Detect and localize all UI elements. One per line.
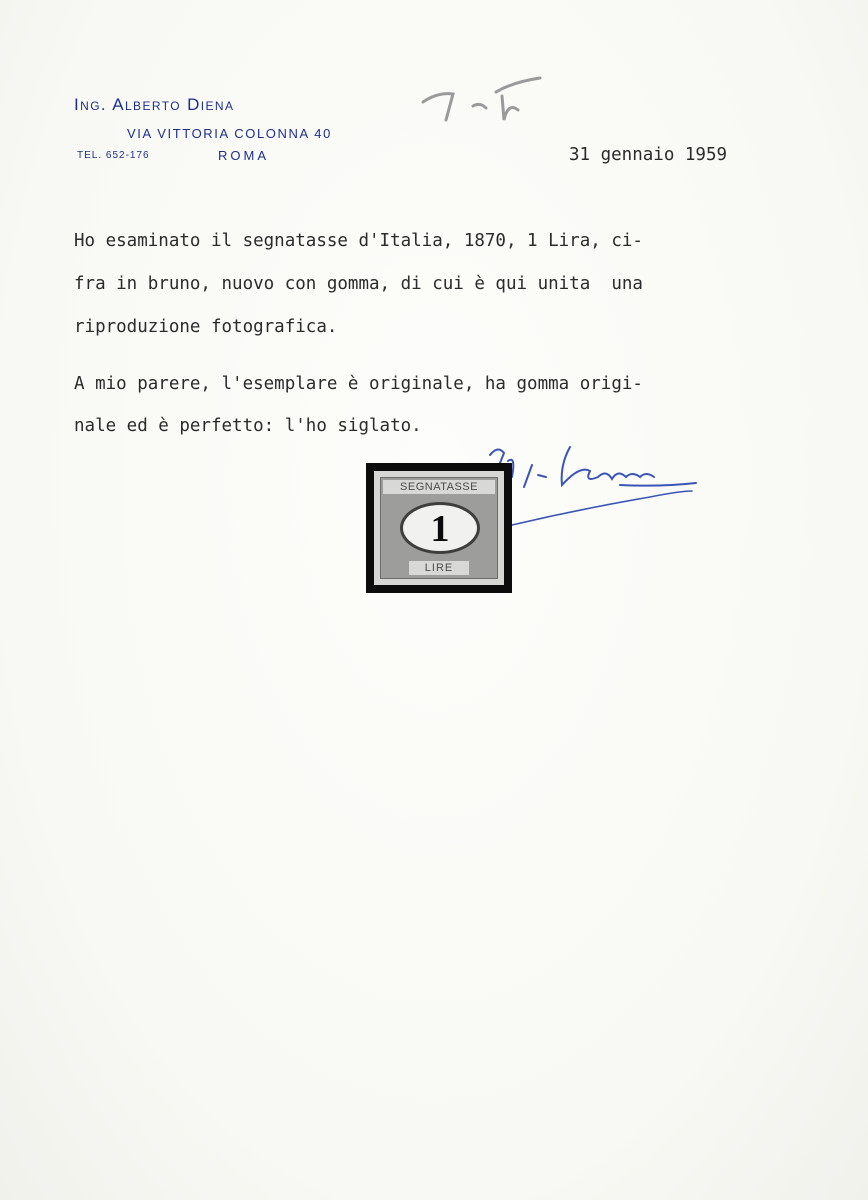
stamp-top-text: SEGNATASSE	[383, 480, 495, 494]
letterhead-phone: TEL. 652-176	[77, 150, 150, 161]
pencil-mark	[418, 72, 548, 132]
letter-date: 31 gennaio 1959	[569, 145, 728, 165]
letterhead-name: Ing. Alberto Diena	[74, 95, 235, 114]
postage-due-stamp	[374, 471, 504, 585]
body-line: nale ed è perfetto: l'ho siglato.	[74, 416, 422, 436]
body-line: riproduzione fotografica.	[74, 317, 338, 337]
body-line: A mio parere, l'esemplare è originale, ha gomma origi-	[74, 374, 643, 394]
body-line: fra in bruno, nuovo con gomma, di cui è qui unita una	[74, 274, 643, 294]
stamp-bottom-text: LIRE	[409, 561, 469, 575]
stamp-value-oval	[400, 502, 480, 554]
stamp-photograph	[366, 463, 512, 593]
letterhead-street: VIA VITTORIA COLONNA 40	[127, 126, 332, 141]
stamp-value: 1	[430, 508, 450, 550]
letterhead-city: ROMA	[218, 148, 269, 163]
body-line: Ho esaminato il segnatasse d'Italia, 1870, 1 Lira, ci-	[74, 231, 643, 251]
stamp-design	[380, 477, 498, 579]
